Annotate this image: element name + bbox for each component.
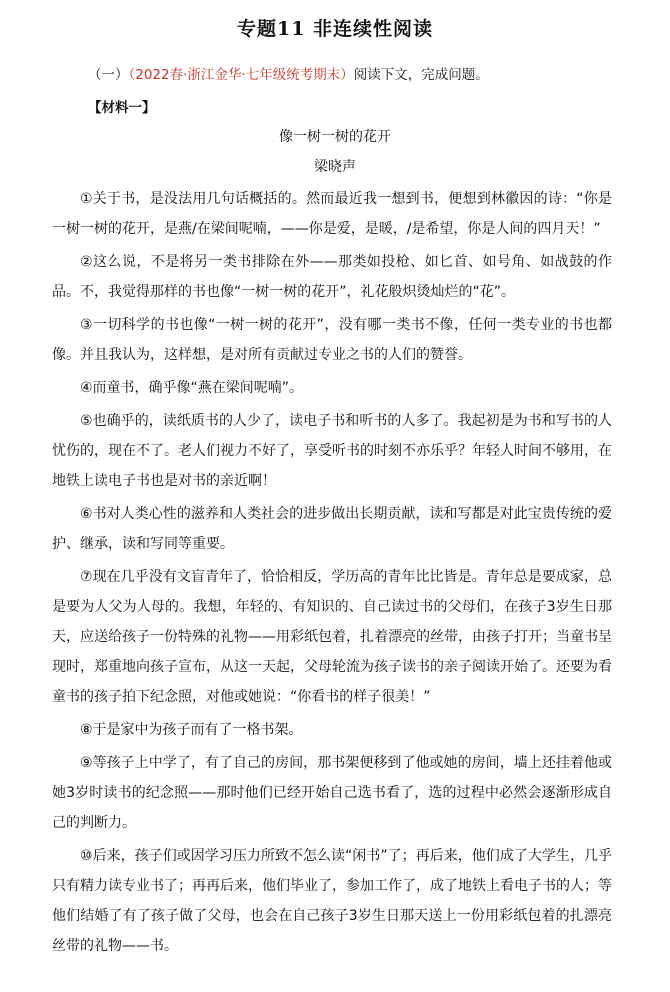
paragraph-8: ⑧于是家中为孩子而有了一格书架。	[80, 722, 303, 738]
paragraph-2: ②这么说，不是将另一类书排除在外——那类如投枪、如匕首、如号角、如战鼓的作品。不，我觉得那样的书也像“一树一树的花开”，礼花般炽烫灿烂的“花”。	[52, 254, 612, 300]
section-header	[88, 63, 489, 83]
article-body	[52, 184, 612, 961]
paragraph-9: ⑨等孩子上中学了，有了自己的房间，那书架便移到了他或她的房间，墙上还挂着他或她3岁时读书的纪念照——那时他们已经开始自己选书看了，选的过程中必然会逐渐形成自己的判断力。	[52, 755, 612, 831]
section-number: （一）	[88, 67, 129, 83]
paragraph-7: ⑦现在几乎没有文盲青年了，恰恰相反，学历高的青年比比皆是。青年总是要成家，总是要为人父为人母的。我想，年轻的、有知识的、自己读过书的父母们，在孩子3岁生日那天，应送给孩子一份特殊的礼物——用彩纸包着，扎着漂亮的丝带，由孩子打开；当童书呈现时，郑重地向孩子宣布，从这一天起，父母轮流为孩子读书的亲子阅读开始了。还要为看童书的孩子拍下纪念照，对他或她说：“你看书的样子很美！”	[52, 569, 612, 705]
paragraph-6: ⑥书对人类心性的滋养和人类社会的进步做出长期贡献，读和写都是对此宝贵传统的爱护、继承，读和写同等重要。	[52, 506, 612, 552]
paragraph-5: ⑤也确乎的，读纸质书的人少了，读电子书和听书的人多了。我起初是为书和写书的人忧伤的，现在不了。老人们视力不好了，享受听书的时刻不亦乐乎？年轻人时间不够用，在地铁上读电子书也是对书的亲近啊！	[52, 413, 612, 489]
section-source: （2022春·浙江金华·七年级统考期末）	[128, 67, 354, 83]
article-title: 像一树一树的花开	[279, 129, 391, 145]
paragraph-4: ④而童书，确乎像“燕在梁间呢喃”。	[80, 380, 304, 396]
paragraph-10: ⑩后来，孩子们或因学习压力所致不怎么读“闲书”了；再后来，他们成了大学生，几乎只有精力读专业书了；再再后来，他们毕业了，参加工作了，成了地铁上看电子书的人；等他们结婚了有了孩子做了父母，也会在自己孩子3岁生日那天送上一份用彩纸包着的扎漂亮丝带的礼物——书。	[52, 848, 612, 954]
material-label: 【材料一】	[88, 100, 156, 116]
article-author: 梁晓声	[314, 159, 356, 175]
page-title: 专题11 非连续性阅读	[236, 18, 434, 40]
paragraph-3: ③一切科学的书也像“一树一树的花开”，没有哪一类书不像，任何一类专业的书也都像。并且我认为，这样想，是对所有贡献过专业之书的人们的赞誉。	[52, 317, 612, 363]
paragraph-1: ①关于书，是没法用几句话概括的。然而最近我一想到书，便想到林徽因的诗：“你是一树一树的花开，是燕/在梁间呢喃，——你是爱，是暖，/是希望，你是人间的四月天！”	[52, 191, 612, 237]
section-instruction: 阅读下文，完成问题。	[353, 67, 489, 83]
